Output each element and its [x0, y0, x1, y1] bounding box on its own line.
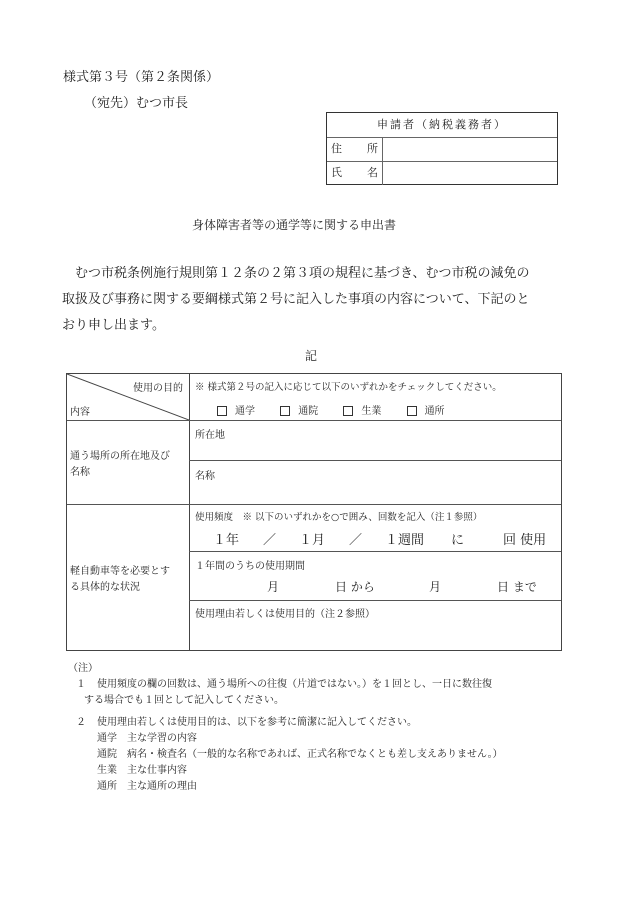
freq-ni: に [451, 533, 465, 548]
reason-field[interactable] [195, 622, 555, 644]
name-label [327, 161, 383, 185]
option-seigyo[interactable] [343, 402, 381, 417]
location-field[interactable] [195, 440, 555, 456]
name-field[interactable] [383, 161, 557, 185]
option-label: 通学 [235, 406, 255, 417]
name-label-char1: 氏 [331, 166, 342, 179]
freq-month[interactable]: １月 [299, 533, 326, 548]
applicant-box [326, 112, 558, 185]
note2-item-key: 通所 [97, 781, 117, 792]
note2-number: ２ [76, 717, 86, 728]
period-day-2: 日 まで [497, 580, 537, 594]
diag-top-label: 使用の目的 [133, 383, 183, 394]
freq-sep-1: ／ [263, 533, 277, 548]
form-number: 様式第３号（第２条関係） [63, 70, 220, 85]
ki-heading: 記 [305, 349, 318, 363]
situation-label-1: 軽自動車等を必要とす [70, 566, 170, 577]
option-tsuin[interactable] [280, 402, 318, 417]
address-label [327, 137, 383, 161]
applicant-box-title: 申請者（納税義務者） [327, 113, 557, 138]
place-label-1: 通う場所の所在地及び [70, 451, 170, 462]
address-label-char1: 住 [331, 142, 342, 155]
period-month-2: 月 [429, 580, 442, 594]
purpose-note: ※ 様式第２号の記入に応じて以下のいずれかをチェックしてください。 [195, 382, 502, 393]
row-divider [189, 551, 561, 552]
note2-item [97, 777, 197, 792]
note2-item-desc: 主な通所の理由 [127, 781, 197, 792]
note2-item [97, 729, 197, 744]
note1-line2: する場合でも１回として記入してください。 [84, 695, 284, 706]
option-label: 生業 [361, 406, 382, 417]
row-divider [189, 600, 561, 601]
checkbox-icon[interactable] [217, 406, 227, 416]
note2-item-key: 通院 [97, 749, 117, 760]
name-row [327, 161, 557, 185]
row-divider [189, 460, 561, 461]
row-divider [67, 420, 561, 421]
note2-line1: 使用理由若しくは使用目的は、以下を参考に簡潔に記入してください。 [97, 717, 417, 728]
notes-heading: （注） [68, 663, 98, 674]
checkbox-icon[interactable] [407, 406, 417, 416]
freq-suffix: 回 使用 [503, 533, 547, 548]
body-line-3: おり申し出ます。 [62, 318, 165, 333]
checkbox-icon[interactable] [280, 406, 290, 416]
note1-line1: 使用頻度の欄の回数は、通う場所への往復（片道ではない。）を１回とし、一日に数往復 [97, 679, 492, 690]
note2-item [97, 745, 503, 760]
note2-item-key: 通学 [97, 733, 117, 744]
freq-week[interactable]: １週間 [385, 533, 425, 548]
note2-item-desc: 病名・検査名（一般的な名称であれば、正式名称でなくとも差し支えありません。） [127, 749, 503, 760]
details-table [66, 373, 562, 651]
situation-label-2: る具体的な状況 [70, 582, 140, 593]
column-divider [189, 374, 190, 650]
purpose-options [217, 402, 467, 417]
option-label: 通所 [424, 406, 445, 417]
note2-item-desc: 主な仕事内容 [127, 765, 187, 776]
note1-number: １ [76, 679, 86, 690]
address-row [327, 137, 557, 162]
place-label-2: 名称 [70, 467, 90, 478]
note2-item [97, 761, 187, 776]
addressee: （宛先）むつ市長 [84, 96, 189, 111]
body-line-2: 取扱及び事務に関する要綱様式第２号に記入した事項の内容について、下記のと [62, 292, 530, 307]
document-title: 身体障害者等の通学等に関する申出書 [192, 218, 397, 232]
frequency-label: 使用頻度 ※ 以下のいずれかを○で囲み、回数を記入（注１参照） [195, 512, 483, 523]
period-label: １年間のうちの使用期間 [195, 561, 305, 572]
note2-item-desc: 主な学習の内容 [127, 733, 197, 744]
address-field[interactable] [383, 137, 557, 161]
checkbox-icon[interactable] [343, 406, 353, 416]
body-line-1: むつ市税条例施行規則第１２条の２第３項の規程に基づき、むつ市税の減免の [62, 266, 530, 281]
freq-sep-2: ／ [349, 533, 363, 548]
period-day-1: 日 から [335, 580, 375, 594]
option-tsusho[interactable] [407, 402, 445, 417]
option-label: 通院 [298, 406, 319, 417]
address-label-char2: 所 [367, 142, 378, 155]
place-name-field[interactable] [195, 482, 555, 498]
freq-year[interactable]: １年 [213, 533, 240, 548]
period-month-1: 月 [267, 580, 280, 594]
name-label-char2: 名 [367, 166, 378, 179]
location-label: 所在地 [195, 430, 225, 441]
option-tsugaku[interactable] [217, 402, 255, 417]
row-divider [67, 504, 561, 505]
name-label: 名称 [195, 471, 215, 482]
note2-item-key: 生業 [97, 765, 117, 776]
reason-label: 使用理由若しくは使用目的（注２参照） [195, 609, 375, 620]
diag-bottom-label: 内容 [70, 407, 90, 418]
